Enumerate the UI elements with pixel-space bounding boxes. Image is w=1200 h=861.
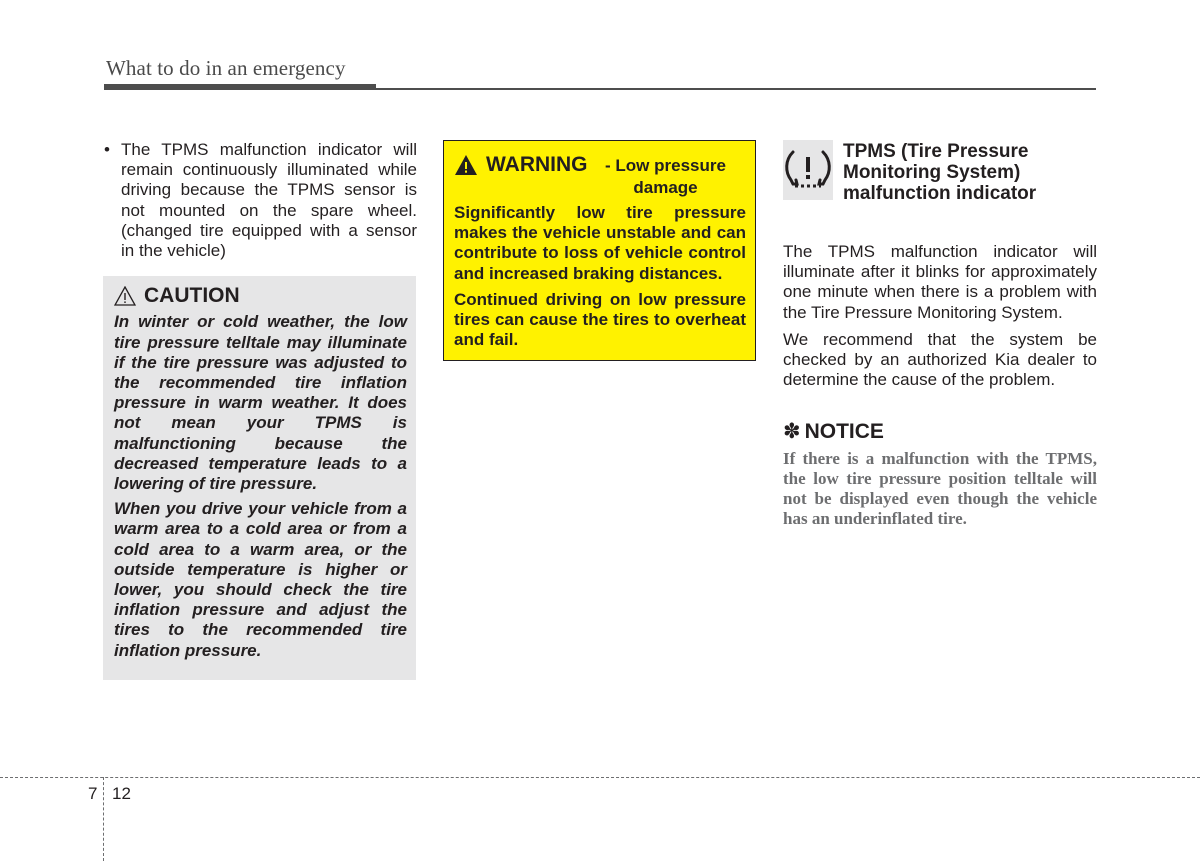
indicator-title: TPMS (Tire Pressure Monitoring System) malfunction indicator (843, 141, 1037, 204)
page-number: 12 (112, 784, 131, 803)
footer-divider (0, 777, 1200, 778)
notice-star-icon: ✽ (783, 420, 801, 444)
warning-heading (454, 153, 746, 199)
warning-title: WARNING (486, 153, 588, 176)
warning-triangle-icon (454, 154, 478, 176)
body-paragraph: We recommend that the system be checked by an authorized Kia dealer to determine the cause of the problem. (783, 329, 1097, 390)
notice-title: NOTICE (804, 420, 884, 444)
caution-paragraph: In winter or cold weather, the low tire pressure telltale may illuminate if the tire pressure was adjusted to the recommended tire inflation pressure in warm weather. It does not mean your TPMS is malfunctioning because the decreased temperature leads to a lowering of tire pressure. (114, 312, 407, 494)
bullet-item (103, 140, 417, 261)
right-column (783, 140, 1097, 529)
caution-paragraph: When you drive your vehicle from a warm area to a cold area or from a cold area to a warm area, or the outside temperature is higher or lower, you should check the tire inflation pressure and adjust the tires to the recommended tire inflation pressure. (114, 499, 407, 660)
indicator-heading (783, 140, 1097, 204)
footer-vertical-divider (103, 777, 104, 861)
warning-paragraph: Significantly low tire pressure makes the vehicle unstable and can contribute to loss of vehicle control and increased braking distances. (454, 203, 746, 283)
warning-subtitle: - Low pressure damage (605, 156, 726, 197)
body-paragraph: The TPMS malfunction indicator will illuminate after it blinks for approximately one minute when there is a problem with the Tire Pressure Monitoring System. (783, 242, 1097, 322)
warning-box (443, 140, 756, 361)
notice-text: If there is a malfunction with the TPMS, the low tire pressure position telltale will not be displayed even though the vehicle has an underinflated tire. (783, 448, 1097, 529)
notice-heading (783, 422, 1097, 442)
middle-column (443, 140, 756, 361)
warning-paragraph: Continued driving on low pressure tires can cause the tires to overheat and fail. (454, 289, 746, 350)
header-rule-thick (104, 84, 376, 90)
bullet-mark: • (104, 140, 110, 159)
chapter-number: 7 (88, 784, 98, 803)
caution-triangle-icon (114, 286, 136, 306)
header-rule-thin (376, 88, 1096, 90)
page-header-title: What to do in an emergency (106, 56, 346, 80)
caution-heading (114, 286, 407, 306)
caution-title: CAUTION (144, 284, 240, 308)
bullet-text: The TPMS malfunction indicator will remain continuously illuminated while driving because the TPMS sensor is not mounted on the spare wheel. (changed tire equipped with a sensor in the vehicle) (121, 140, 417, 261)
tpms-indicator-icon (783, 140, 833, 200)
caution-box (103, 276, 416, 680)
left-column (103, 140, 417, 680)
